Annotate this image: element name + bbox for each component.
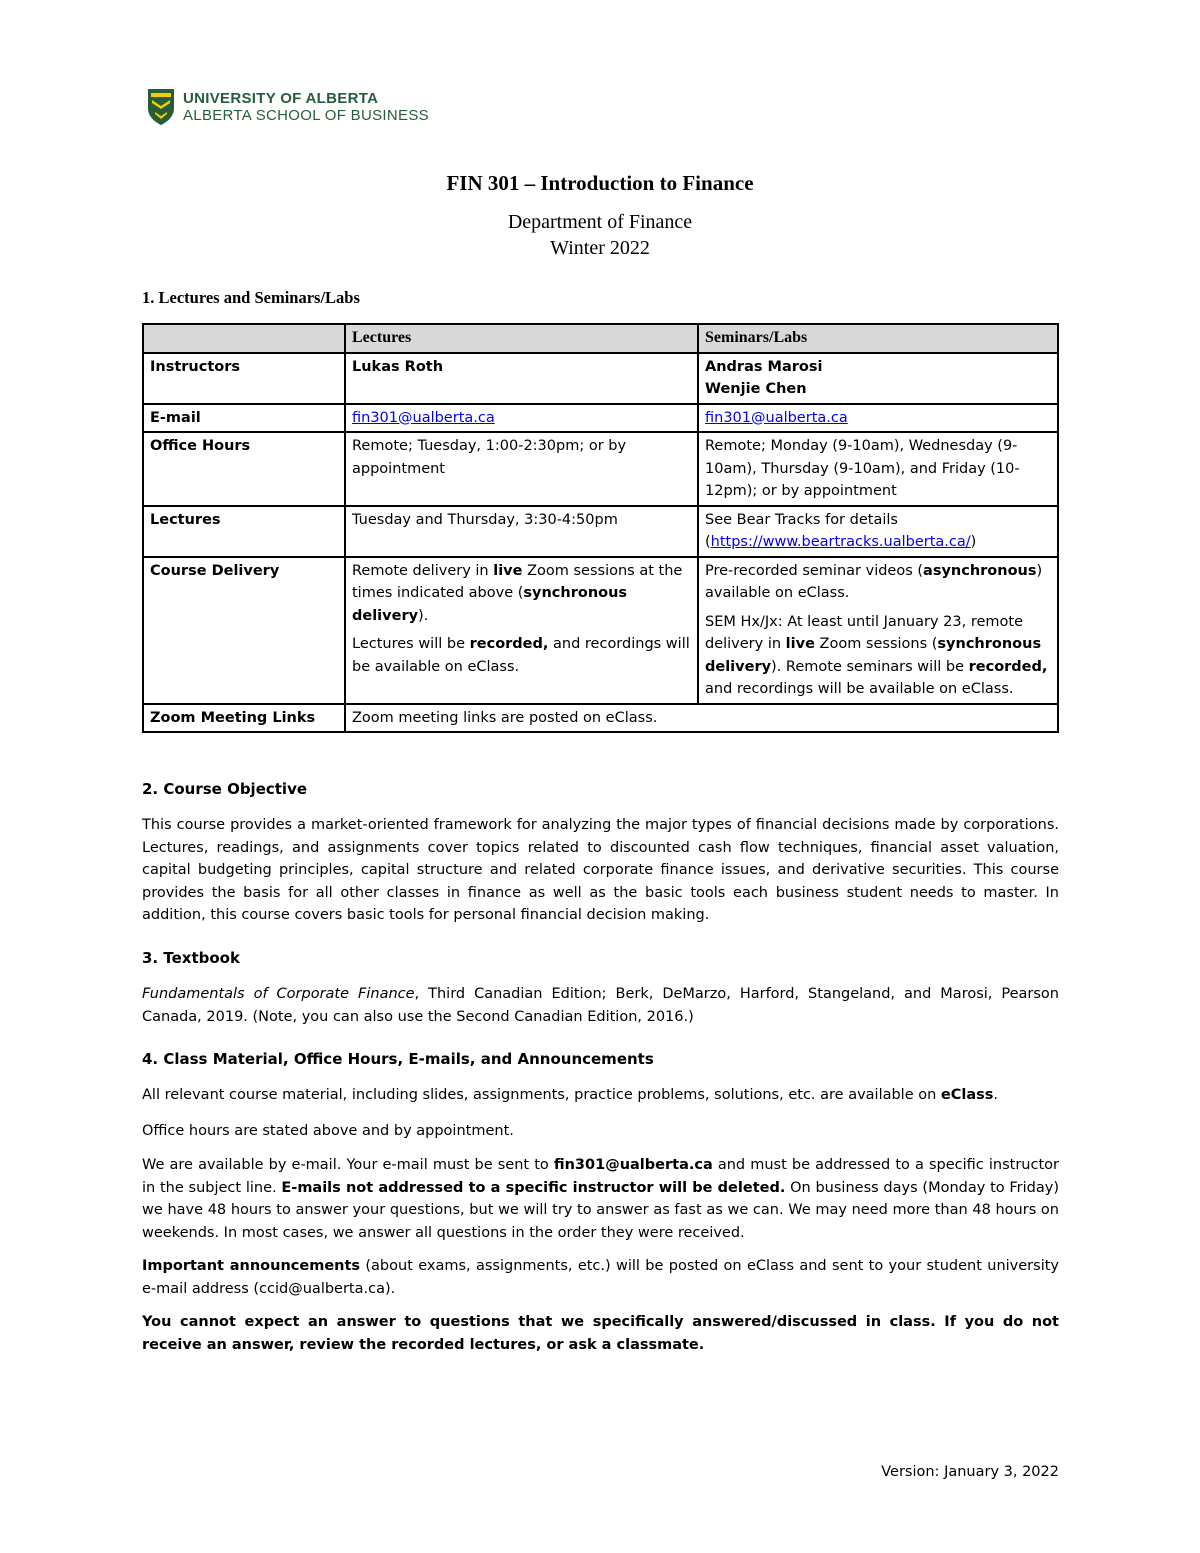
- row-label: Office Hours: [143, 432, 345, 506]
- zoom-links-note: Zoom meeting links are posted on eClass.: [345, 704, 1058, 733]
- seminar-instructors: [698, 353, 1058, 404]
- lecture-office-hours: Remote; Tuesday, 1:00-2:30pm; or by appointment: [345, 432, 698, 506]
- email-policy-para: We are available by e-mail. Your e-mail must be sent to fin301@ualberta.ca and must be addressed to a specific instructor in the subject line. E-mails not addressed to a specific instructor will be deleted. On business days (Monday to Friday) we have 48 hours to answer your questions, but we will try to answer as fast as we can. We may need more than 48 hours on weekends. In most cases, we answer all questions in the order they were received.: [142, 1157, 1059, 1241]
- row-label: Zoom Meeting Links: [143, 704, 345, 733]
- table-header-row: [143, 324, 1058, 353]
- lecture-recording-para: Lectures will be recorded, and recordings will be available on eClass.: [352, 636, 690, 675]
- lecture-delivery: [345, 557, 698, 704]
- row-label: Lectures: [143, 506, 345, 557]
- seminar-times: [698, 506, 1058, 557]
- seminar-instructor: Wenjie Chen: [705, 381, 807, 397]
- table-row: [143, 704, 1058, 733]
- table-header-cell: Seminars/Labs: [698, 324, 1058, 353]
- course-objective-text: This course provides a market-oriented framework for analyzing the major types of financial decisions made by corporations. Lectures, readings, and assignments cover topics related to discounted cash flow techniques, financial asset valuation, capital budgeting principles, capital structure and related corporate finance issues, and derivative securities. This course provides the basis for all other classes in finance as well as the basic tools each business student needs to master. In addition, this course covers basic tools for personal financial decision making.: [142, 817, 1059, 923]
- announcements-para: Important announcements (about exams, assignments, etc.) will be posted on eClass and sent to your student university e-mail address (ccid@ualberta.ca).: [142, 1258, 1059, 1297]
- lecture-times: Tuesday and Thursday, 3:30-4:50pm: [345, 506, 698, 557]
- table-row: [143, 404, 1058, 433]
- seminar-live-para: SEM Hx/Jx: At least until January 23, remote delivery in live Zoom sessions (synchronous delivery). Remote seminars will be recorded, and recordings will be available on eClass.: [705, 613, 1048, 697]
- lecture-email-cell: [345, 404, 698, 433]
- course-title: FIN 301 – Introduction to Finance: [446, 171, 754, 195]
- lecture-email-link[interactable]: fin301@ualberta.ca: [352, 409, 495, 426]
- office-hours-para: Office hours are stated above and by appointment.: [142, 1123, 514, 1139]
- section-heading: 4. Class Material, Office Hours, E-mails, and Announcements: [142, 1050, 654, 1068]
- row-label: Course Delivery: [143, 557, 345, 704]
- textbook-text: [142, 983, 1059, 1028]
- section-heading: 3. Textbook: [142, 949, 240, 967]
- class-questions-para: You cannot expect an answer to questions that we specifically answered/discussed in class. If you do not receive an answer, review the recorded lectures, or ask a classmate.: [142, 1314, 1059, 1353]
- schedule-table: [142, 323, 1059, 733]
- table-row: [143, 557, 1058, 704]
- department-term: [0, 209, 1200, 261]
- seminar-email-cell: [698, 404, 1058, 433]
- term: Winter 2022: [550, 237, 650, 259]
- table-row: [143, 432, 1058, 506]
- row-label: E-mail: [143, 404, 345, 433]
- version-date: Version: January 3, 2022: [881, 1464, 1059, 1480]
- seminar-email-link[interactable]: fin301@ualberta.ca: [705, 409, 848, 426]
- table-header-cell: Lectures: [345, 324, 698, 353]
- seminar-instructor: Andras Marosi: [705, 358, 823, 375]
- seminar-delivery-para: Pre-recorded seminar videos (asynchronous) available on eClass.: [705, 562, 1043, 601]
- beartracks-link[interactable]: https://www.beartracks.ualberta.ca/: [710, 534, 971, 550]
- logo-university-name: UNIVERSITY OF ALBERTA: [183, 90, 379, 107]
- table-row: [143, 506, 1058, 557]
- shield-crest-icon: [147, 88, 175, 126]
- seminar-office-hours: Remote; Monday (9-10am), Wednesday (9-10am), Thursday (9-10am), and Friday (10-12pm); or by appointment: [698, 432, 1058, 506]
- lecture-instructor: Lukas Roth: [345, 353, 698, 404]
- table-header-cell: [143, 324, 345, 353]
- table-row: [143, 353, 1058, 404]
- book-details: , Third Canadian Edition; Berk, DeMarzo, Harford, Stangeland, and Marosi, Pearson Canada, 2019. (Note, you can also use the Second Canadian Edition, 2016.): [142, 986, 1059, 1025]
- book-title: Fundamentals of Corporate Finance: [142, 986, 415, 1002]
- row-label: Instructors: [143, 353, 345, 404]
- section-heading: 2. Course Objective: [142, 780, 308, 798]
- university-logo: [147, 88, 429, 126]
- seminar-times-text: See Bear Tracks for details (: [705, 511, 898, 550]
- lecture-delivery-para: Remote delivery in live Zoom sessions at the times indicated above (synchronous delivery).: [352, 562, 683, 624]
- seminar-times-suffix: ): [970, 534, 977, 550]
- department-name: Department of Finance: [507, 211, 693, 233]
- logo-school-name: ALBERTA SCHOOL OF BUSINESS: [183, 107, 429, 124]
- course-material-para: All relevant course material, including slides, assignments, practice problems, solutions, etc. are available on eClass.: [142, 1087, 999, 1103]
- section-heading: 1. Lectures and Seminars/Labs: [142, 288, 360, 307]
- seminar-delivery: [698, 557, 1058, 704]
